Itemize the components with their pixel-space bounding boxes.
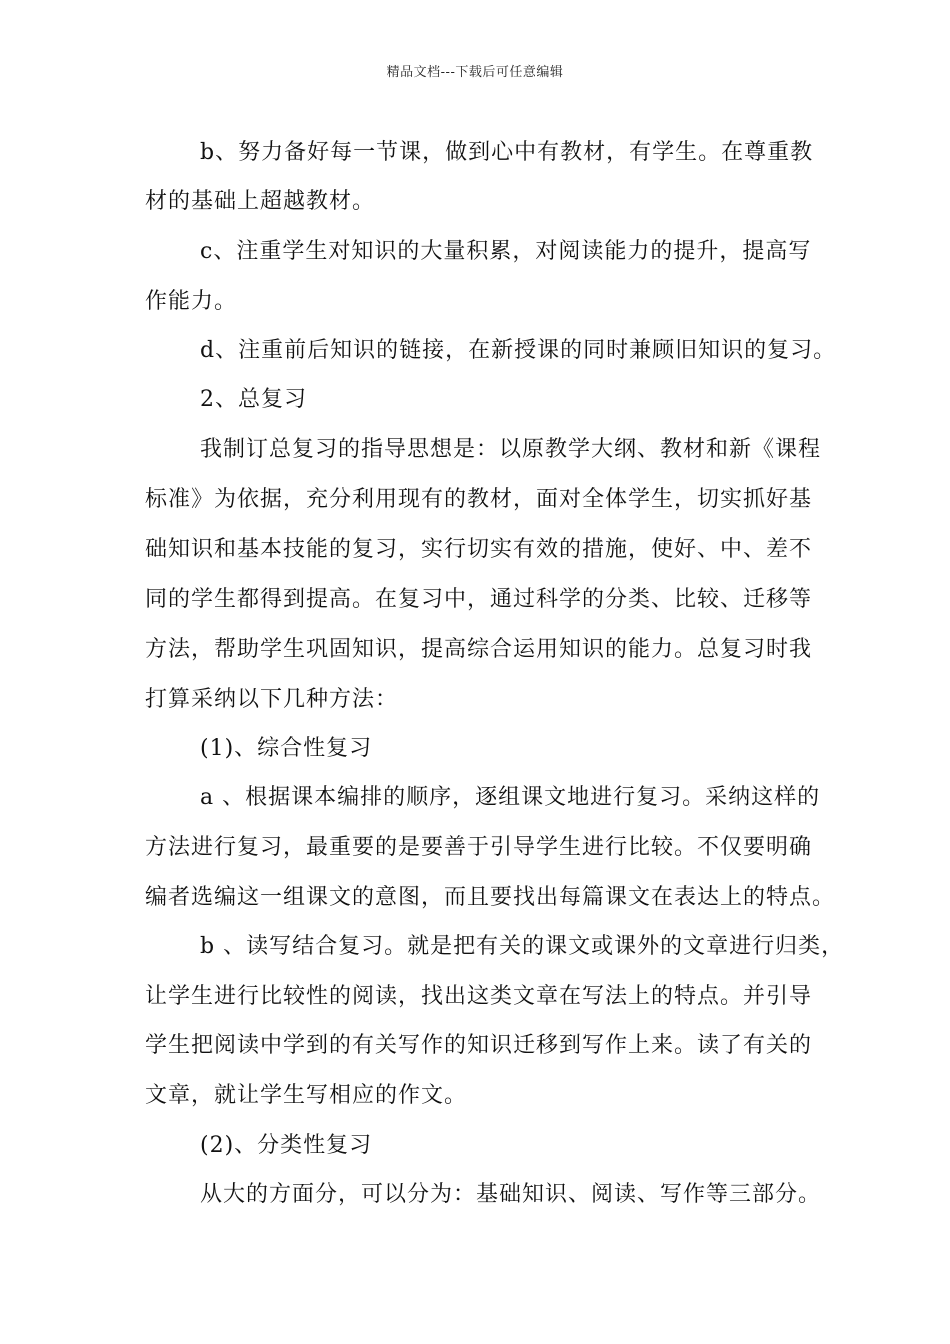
text-line: 材的基础上超越教材。 (145, 189, 376, 214)
text-line: 打算采纳以下几种方法： (145, 687, 399, 712)
text-line: c、注重学生对知识的大量积累，对阅读能力的提升，提高写 (200, 239, 812, 264)
text-line: d、注重前后知识的链接，在新授课的同时兼顾旧知识的复习。 (200, 338, 837, 363)
text-line: 学生把阅读中学到的有关写作的知识迁移到写作上来。读了有关的 (145, 1033, 813, 1058)
text-line: 让学生进行比较性的阅读，找出这类文章在写法上的特点。并引导 (145, 984, 813, 1009)
text-line: a 、根据课本编排的顺序，逐组课文地进行复习。采纳这样的 (200, 785, 821, 810)
page-header: 精品文档---下载后可任意编辑 (386, 65, 564, 80)
subsection-heading: (1)、综合性复习 (200, 736, 373, 761)
text-line: b 、读写结合复习。就是把有关的课文或课外的文章进行归类， (200, 934, 845, 959)
text-line: 标准》为依据，充分利用现有的教材，面对全体学生，切实抓好基 (145, 487, 813, 512)
text-line: 础知识和基本技能的复习，实行切实有效的措施，使好、中、差不 (145, 537, 813, 562)
subsection-heading: (2)、分类性复习 (200, 1133, 373, 1158)
text-line: 方法进行复习，最重要的是要善于引导学生进行比较。不仅要明确 (145, 835, 813, 860)
text-line: b、努力备好每一节课，做到心中有教材，有学生。在尊重教 (200, 140, 814, 165)
section-heading: 2、总复习 (200, 387, 307, 412)
text-line: 同的学生都得到提高。在复习中，通过科学的分类、比较、迁移等 (145, 587, 813, 612)
text-line: 我制订总复习的指导思想是：以原教学大纲、教材和新《课程 (200, 437, 822, 462)
text-line: 文章，就让学生写相应的作文。 (145, 1083, 468, 1108)
text-line: 作能力。 (145, 289, 238, 314)
text-line: 从大的方面分，可以分为：基础知识、阅读、写作等三部分。 (200, 1182, 822, 1207)
text-line: 编者选编这一组课文的意图，而且要找出每篇课文在表达上的特点。 (145, 885, 836, 910)
text-line: 方法，帮助学生巩固知识，提高综合运用知识的能力。总复习时我 (145, 637, 813, 662)
